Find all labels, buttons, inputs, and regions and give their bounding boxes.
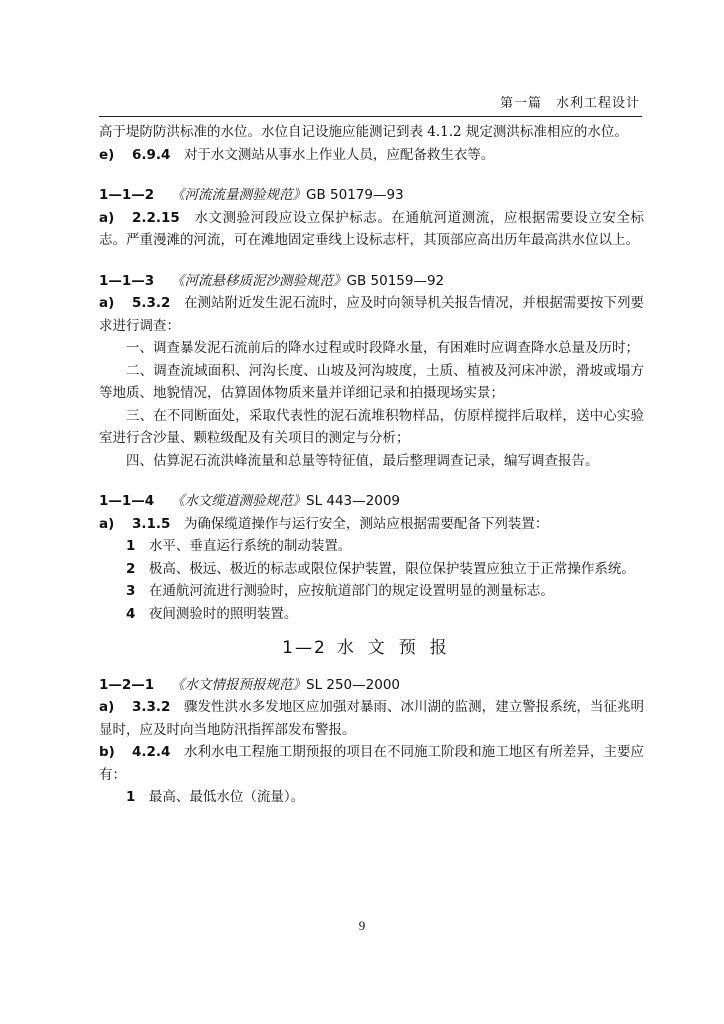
paragraph-text: 高于堤防防洪标准的水位。水位自记设施应能测记到表 4.1.2 规定测洪标准相应的水位。 xyxy=(99,124,628,140)
standard-number: SL 443—2009 xyxy=(306,493,401,509)
page-body xyxy=(99,121,644,809)
list-item xyxy=(99,580,644,603)
section-heading xyxy=(99,637,644,660)
list-item: 四、估算泥石流洪峰流量和总量等特征值，最后整理调查记录，编写调查报告。 xyxy=(126,452,599,469)
standard-heading xyxy=(99,270,644,293)
section-title: 水文预报 xyxy=(336,638,461,658)
standard-number: GB 50159—92 xyxy=(346,272,445,289)
list-item-number: 2 xyxy=(126,560,136,577)
standard-title: 《水文情报预报规范》 xyxy=(171,676,306,693)
standard-number: GB 50179—93 xyxy=(306,187,404,203)
clause-number: 6.9.4 xyxy=(132,146,171,163)
clause-paragraph xyxy=(99,513,644,536)
item-label: a) xyxy=(99,209,115,226)
list-item-text: 在通航河流进行测验时，应按航道部门的规定设置明显的测量标志。 xyxy=(148,583,554,599)
standard-heading xyxy=(99,184,644,207)
standard-code: 1—1—2 xyxy=(99,187,155,203)
standard-code: 1—2—1 xyxy=(99,676,155,693)
clause-paragraph xyxy=(99,292,644,337)
standard-title: 《水文缆道测验规范》 xyxy=(171,493,306,509)
clause-paragraph xyxy=(99,144,644,167)
clause-number: 2.2.15 xyxy=(132,209,180,226)
list-item: 一、调查暴发泥石流前后的降水过程或时段降水量，有困难时应调查降水总量及历时； xyxy=(126,340,639,356)
list-item-number: 4 xyxy=(126,605,136,622)
clause-number: 3.1.5 xyxy=(132,515,171,532)
list-item: 三、在不同断面处，采取代表性的泥石流堆积物样品，仿原样搅拌后取样，送中心实验室进行含沙量、颗粒级配及有关项目的测定与分析； xyxy=(99,407,644,446)
header-rule xyxy=(99,116,642,117)
list-item: 二、调查流域面积、河沟长度、山坡及河沟坡度，土质、植被及河床冲淤，滑坡或塌方等地质、地貌情况，估算固体物质来量并详细记录和拍摄现场实景； xyxy=(99,362,644,401)
clause-paragraph xyxy=(99,696,644,741)
clause-text: 对于水文测站从事水上作业人员，应配备救生衣等。 xyxy=(183,146,495,163)
list-item xyxy=(99,786,644,809)
list-item xyxy=(99,558,644,581)
clause-text: 在测站附近发生泥石流时，应及时向领导机关报告情况，并根据需要按下列要求进行调查： xyxy=(99,295,645,334)
clause-number: 3.3.2 xyxy=(132,699,171,715)
item-label: a) xyxy=(99,295,115,311)
list-item xyxy=(99,535,644,558)
running-header: 第一篇 水利工程设计 xyxy=(499,96,640,111)
list-item-number: 3 xyxy=(126,583,136,599)
standard-heading xyxy=(99,490,644,513)
list-item-text: 最高、最低水位（流量）。 xyxy=(148,789,305,805)
item-label: a) xyxy=(99,515,115,532)
item-label: a) xyxy=(99,699,115,715)
standard-heading xyxy=(99,674,644,697)
item-label: b) xyxy=(99,744,115,760)
clause-number: 4.2.4 xyxy=(132,744,171,760)
list-item-number: 1 xyxy=(126,538,136,554)
standard-number: SL 250—2000 xyxy=(306,676,401,693)
paragraph xyxy=(99,121,644,144)
clause-number: 5.3.2 xyxy=(132,295,171,311)
page-number: 9 xyxy=(358,918,366,933)
standard-title: 《河流流量测验规范》 xyxy=(171,187,306,203)
list-item-text: 水平、垂直运行系统的制动装置。 xyxy=(148,538,352,554)
standard-code: 1—1—3 xyxy=(99,272,155,289)
section-number: 1—2 xyxy=(282,638,327,658)
list-item xyxy=(99,603,644,626)
list-item-text: 极高、极远、极近的标志或限位保护装置，限位保护装置应独立于正常操作系统。 xyxy=(148,560,635,577)
clause-text: 水文测验河段应设立保护标志。在通航河道测流，应根据需要设立安全标志。严重漫滩的河流，可在滩地固定垂线上设标志杆，其顶部应高出历年最高洪水位以上。 xyxy=(99,209,645,248)
standard-code: 1—1—4 xyxy=(99,493,155,509)
clause-text: 为确保缆道操作与运行安全，测站应根据需要配备下列装置： xyxy=(183,515,549,532)
list-item-number: 1 xyxy=(126,789,136,805)
clause-text: 水利水电工程施工期预报的项目在不同施工阶段和施工地区有所差异，主要应有： xyxy=(99,744,645,783)
clause-paragraph xyxy=(99,207,644,252)
clause-paragraph xyxy=(99,741,644,786)
item-label: e) xyxy=(99,146,115,163)
standard-title: 《河流悬移质泥沙测验规范》 xyxy=(171,272,347,289)
clause-text: 骤发性洪水多发地区应加强对暴雨、冰川湖的监测，建立警报系统，当征兆明显时，应及时向当地防汛指挥部发布警报。 xyxy=(99,699,645,738)
list-item-text: 夜间测验时的照明装置。 xyxy=(148,605,298,622)
